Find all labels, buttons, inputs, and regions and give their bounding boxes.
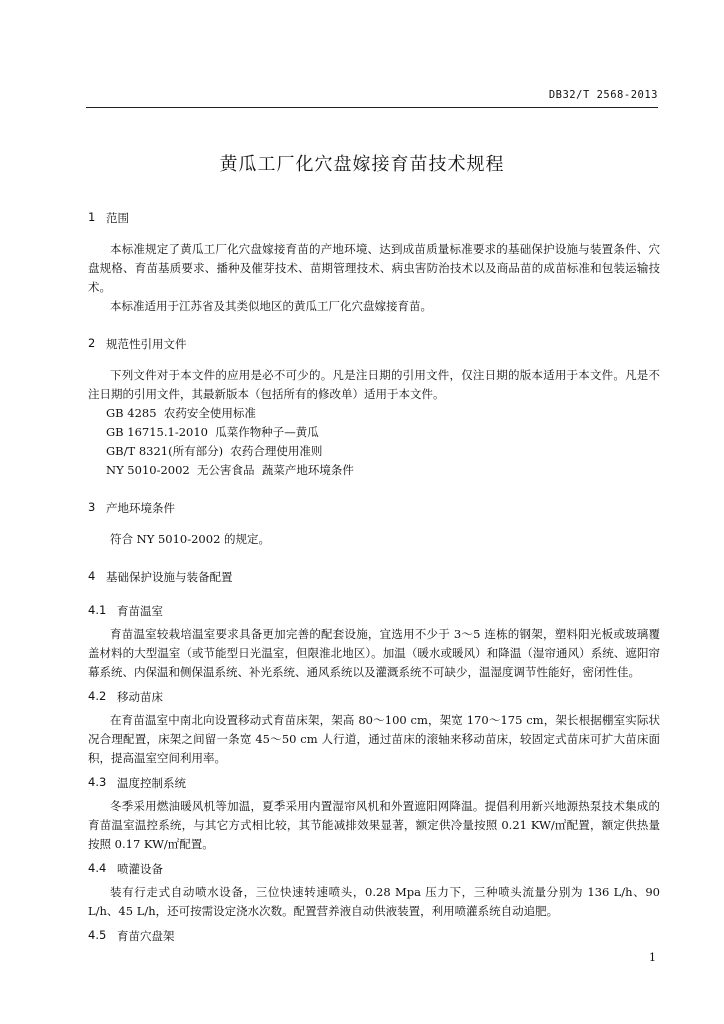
page-number: 1 <box>649 951 656 964</box>
section-number: 4 <box>88 569 96 583</box>
subsection-heading-4-5 <box>88 928 660 944</box>
section-title: 范围 <box>106 211 129 225</box>
section-heading-4 <box>88 569 660 585</box>
section-number: 1 <box>88 210 96 224</box>
subsection-heading-4-2 <box>88 689 660 705</box>
subsection-number: 4.1 <box>88 603 107 617</box>
paragraph: 本标准规定了黄瓜工厂化穴盘嫁接育苗的产地环境、达到成苗质量标准要求的基础保护设施与装置条件、穴盘规格、育苗基质要求、播种及催芽技术、苗期管理技术、病虫害防治技术以及商品苗的成苗标准和包装运输技术。 <box>88 242 660 294</box>
subsection-title: 温度控制系统 <box>117 776 186 790</box>
subsection-title: 喷灌设备 <box>117 862 163 876</box>
section-title: 规范性引用文件 <box>106 337 187 351</box>
subsection-number: 4.4 <box>88 861 107 875</box>
paragraph: 冬季采用燃油暖风机等加温，夏季采用内置湿帘风机和外置遮阳网降温。提倡利用新兴地源热泵技术集成的育苗温室温控系统，与其它方式相比较，其节能减排效果显著，额定供冷量按照 0.21 KW/㎡配置，额定供热量按照 0.17 KW/㎡配置。 <box>88 799 660 851</box>
subsection-heading-4-3 <box>88 775 660 791</box>
reference-item: GB 16715.1-2010 瓜菜作物种子—黄瓜 <box>106 425 319 439</box>
standard-number: DB32/T 2568-2013 <box>548 89 658 101</box>
section-heading-2 <box>88 336 660 352</box>
section-title: 产地环境条件 <box>106 501 175 515</box>
reference-item: GB 4285 农药安全使用标准 <box>106 406 256 420</box>
subsection-title: 育苗温室 <box>117 604 163 618</box>
paragraph: 符合 NY 5010-2002 的规定。 <box>110 532 271 546</box>
section-number: 3 <box>88 500 96 514</box>
paragraph: 本标准适用于江苏省及其类似地区的黄瓜工厂化穴盘嫁接育苗。 <box>110 299 432 313</box>
subsection-title: 移动苗床 <box>117 690 163 704</box>
subsection-number: 4.5 <box>88 928 107 942</box>
paragraph: 装有行走式自动喷水设备，三位快速转速喷头，0.28 Mpa 压力下，三种喷头流量分别为 136 L/h、90 L/h、45 L/h，还可按需设定浇水次数。配置营养液自动供液装置，利用喷灌系统自动追肥。 <box>88 885 660 918</box>
section-heading-3 <box>88 500 660 516</box>
document-body <box>88 210 660 944</box>
subsection-heading-4-4 <box>88 861 660 877</box>
section-heading-1 <box>88 210 660 226</box>
section-title: 基础保护设施与装备配置 <box>106 570 233 584</box>
paragraph: 下列文件对于本文件的应用是必不可少的。凡是注日期的引用文件，仅注日期的版本适用于本文件。凡是不注日期的引用文件，其最新版本（包括所有的修改单）适用于本文件。 <box>88 368 660 401</box>
subsection-title: 育苗穴盘架 <box>117 929 175 943</box>
subsection-heading-4-1 <box>88 603 660 619</box>
reference-item: NY 5010-2002 无公害食品 蔬菜产地环境条件 <box>106 463 354 477</box>
document-title: 黄瓜工厂化穴盘嫁接育苗技术规程 <box>219 154 505 175</box>
header-rule <box>86 107 658 108</box>
paragraph: 在育苗温室中南北向设置移动式育苗床架，架高 80～100 cm，架宽 170～175 cm，架长根据棚室实际状况合理配置，床架之间留一条宽 45～50 cm 人行道，通过苗床的滚轴来移动苗床，较固定式苗床可扩大苗床面积，提高温室空间利用率。 <box>88 713 660 765</box>
subsection-number: 4.3 <box>88 775 107 789</box>
section-number: 2 <box>88 336 96 350</box>
subsection-number: 4.2 <box>88 689 107 703</box>
paragraph: 育苗温室较栽培温室要求具备更加完善的配套设施，宜选用不少于 3～5 连栋的钢架，塑料阳光板或玻璃覆盖材料的大型温室（或节能型日光温室，但限淮北地区）。加温（暖水或暖风）和降温（湿帘通风）系统、遮阳帘幕系统、内保温和侧保温系统、补光系统、通风系统以及灌溉系统不可缺少，温湿度调节性能好，密闭性佳。 <box>88 627 660 679</box>
reference-item: GB/T 8321(所有部分) 农药合理使用准则 <box>106 444 323 458</box>
